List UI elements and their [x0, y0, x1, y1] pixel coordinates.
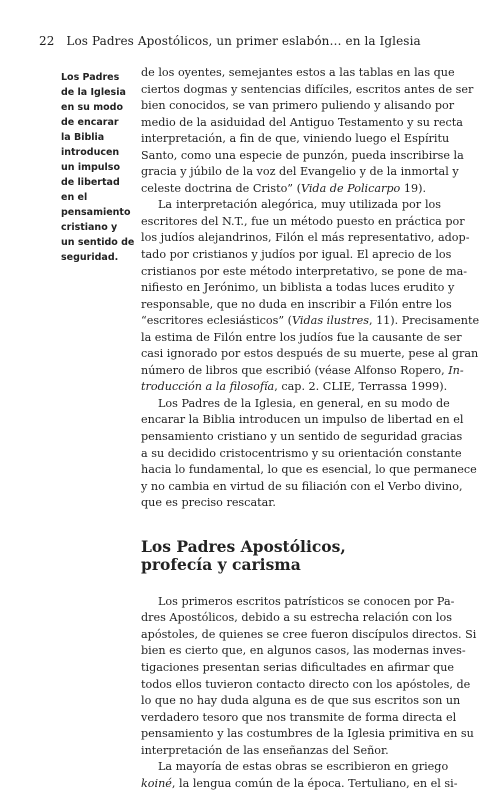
- text-line: de los oyentes, semejantes estos a las tablas en las que: [141, 66, 455, 79]
- margin-note-line: en su modo: [61, 102, 123, 113]
- body-text: [141, 65, 480, 792]
- section-heading: Los Padres Apostólicos, profecía y carisma: [141, 536, 346, 574]
- foreign-term: koiné: [141, 776, 172, 790]
- text-line: Santo, como una especie de punzón, pueda inscribirse la: [141, 148, 464, 162]
- text-line: apóstoles, de quienes se cree fueron discípulos directos. Si: [141, 627, 477, 641]
- text-line: tado por cristianos y judíos por igual. El aprecio de los: [141, 248, 452, 262]
- margin-note-line: cristiano y: [61, 222, 118, 233]
- margin-note-line: un impulso: [61, 162, 120, 173]
- text-line: la estima de Filón entre los judíos fue la causante de ser: [141, 330, 462, 344]
- margin-note: [61, 70, 135, 265]
- citation-title: troducción a la filosofía: [141, 380, 275, 394]
- margin-note-line: Los Padres: [61, 72, 120, 83]
- margin-note-line: de encarar: [61, 117, 119, 128]
- text-line: koiné, la lengua común de la época. Tertuliano, en el si-: [141, 776, 458, 790]
- margin-note-line: seguridad.: [61, 252, 119, 263]
- margin-note-line: un sentido de: [61, 237, 135, 248]
- text-line: encarar la Biblia introducen un impulso de libertad en el: [141, 413, 464, 427]
- text-line: tigaciones presentan serias dificultades en afirmar que: [141, 660, 455, 674]
- citation-title: Vida de Policarpo: [300, 181, 401, 195]
- margin-note-line: en el: [61, 192, 88, 203]
- text-line: pensamiento y las costumbres de la Iglesia primitiva en su: [141, 727, 474, 741]
- margin-note-line: de libertad: [61, 177, 120, 188]
- text-line: gracia y júbilo de la voz del Evangelio y de la inmortal y: [141, 165, 459, 179]
- citation-title: In-: [448, 363, 464, 377]
- margin-note-line: la Biblia: [61, 132, 105, 143]
- text-line: los judíos alejandrinos, Filón el más representativo, adop-: [141, 231, 470, 245]
- text-line: “escritores eclesiásticos” (Vidas ilustres, 11). Precisamente: [141, 314, 480, 328]
- text-line: Los primeros escritos patrísticos se conocen por Pa-: [158, 594, 455, 608]
- text-line: a su decidido cristocentrismo y su orientación constante: [141, 446, 462, 460]
- text-line: ciertos dogmas y sentencias difíciles, escritos antes de ser: [141, 82, 474, 96]
- text-line: responsable, que no duda en inscribir a Filón entre los: [141, 297, 452, 311]
- text-line: verdadero tesoro que nos transmite de forma directa el: [141, 710, 457, 724]
- text-line: medio de la asiduidad del Antiguo Testamento y su recta: [141, 115, 463, 129]
- margin-note-line: introducen: [61, 147, 120, 158]
- text-line: nifiesto en Jerónimo, un biblista a todas luces erudito y: [141, 281, 455, 295]
- text-line: escritores del N.T., fue un método puesto en práctica por: [141, 214, 465, 228]
- running-title: Los Padres Apostólicos, un primer eslabón… en la Iglesia: [66, 34, 421, 48]
- text-line: que es preciso rescatar.: [141, 496, 276, 510]
- text-line: casi ignorado por estos después de su muerte, pese al gran: [141, 347, 479, 361]
- text-line: lo que no hay duda alguna es de que sus escritos son un: [141, 694, 461, 708]
- paragraph-3: [141, 396, 477, 512]
- paragraph-5: [141, 759, 458, 792]
- text-line: celeste doctrina de Cristo” (Vida de Policarpo 19).: [141, 181, 427, 195]
- paragraph-4: [141, 594, 477, 759]
- text-line: pensamiento cristiano y un sentido de seguridad gracias: [141, 430, 463, 444]
- text-line: cristianos por este método interpretativo, se pone de ma-: [141, 264, 468, 278]
- text-line: interpretación de las enseñanzas del Señor.: [141, 743, 389, 757]
- text-line: dres Apostólicos, debido a su estrecha relación con los: [141, 611, 452, 625]
- text-line: hacia lo fundamental, lo que es esencial, lo que permanece: [141, 463, 477, 477]
- paragraph-2: [141, 197, 480, 396]
- text-line: bien es cierto que, en algunos casos, las modernas inves-: [141, 644, 466, 658]
- text-line: La interpretación alegórica, muy utilizada por los: [158, 198, 441, 212]
- page-number: 22: [39, 34, 55, 48]
- text-line: bien conocidos, se van primero puliendo y alisando por: [141, 99, 455, 113]
- paragraph-1: [141, 65, 474, 197]
- margin-note-line: pensamiento: [61, 207, 131, 218]
- text-line: número de libros que escribió (véase Alfonso Ropero, In-: [141, 363, 464, 377]
- text-line: troducción a la filosofía, cap. 2. CLIE, Terrassa 1999).: [141, 380, 448, 394]
- text-line: y no cambia en virtud de su filiación con el Verbo divino,: [141, 479, 463, 493]
- text-line: La mayoría de estas obras se escribieron en griego: [158, 760, 449, 774]
- citation-title: Vidas ilustres: [292, 314, 369, 328]
- text-line: todos ellos tuvieron contacto directo con los apóstoles, de: [141, 677, 471, 691]
- margin-note-line: de la Iglesia: [61, 87, 126, 98]
- text-line: Los Padres de la Iglesia, en general, en su modo de: [158, 396, 450, 410]
- text-line: interpretación, a fin de que, viniendo luego el Espíritu: [141, 132, 450, 146]
- running-header: [39, 34, 449, 48]
